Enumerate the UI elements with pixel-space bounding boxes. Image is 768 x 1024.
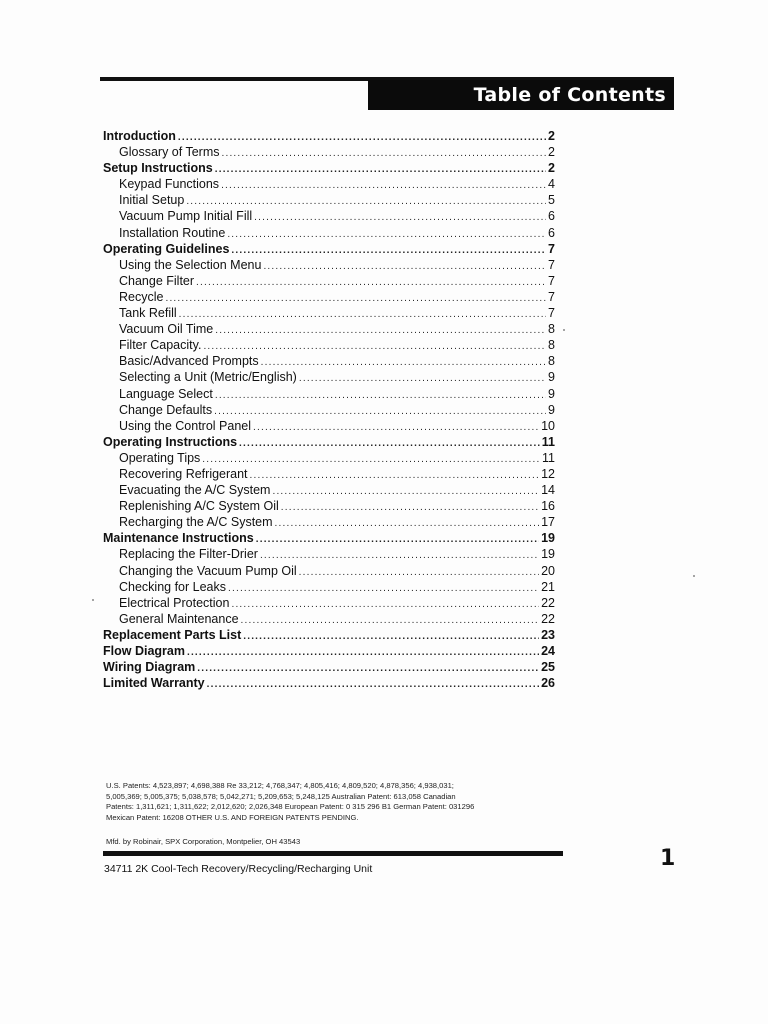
toc-subsection-entry <box>103 337 555 353</box>
toc-entry-label: Replacing the Filter-Drier <box>119 547 258 562</box>
toc-subsection-entry <box>103 369 555 385</box>
toc-leader-dots <box>202 452 540 466</box>
toc-section-entry <box>103 659 555 675</box>
toc-subsection-entry <box>103 176 555 192</box>
toc-subsection-entry <box>103 208 555 224</box>
toc-leader-dots <box>197 661 539 675</box>
toc-entry-page: 7 <box>548 241 555 256</box>
toc-entry-page: 7 <box>548 289 555 304</box>
toc-leader-dots <box>178 130 546 144</box>
toc-entry-label: Operating Instructions <box>103 434 238 449</box>
toc-entry-label: Language Select <box>119 386 213 401</box>
toc-section-entry <box>103 434 555 450</box>
patents-notice <box>106 781 566 823</box>
toc-entry-page: 9 <box>548 402 555 417</box>
toc-entry-page: 24 <box>541 644 555 658</box>
toc-entry-label: Using the Control Panel <box>119 418 252 433</box>
toc-subsection-entry <box>103 402 555 418</box>
scan-speck <box>92 599 94 601</box>
toc-leader-dots <box>187 645 539 659</box>
toc-subsection-entry <box>103 305 555 321</box>
toc-subsection-entry <box>103 579 555 595</box>
toc-subsection-entry <box>103 257 555 273</box>
toc-entry-label: Operating Tips <box>119 450 201 465</box>
toc-subsection-entry <box>103 386 555 402</box>
manufacturer-line: Mfd. by Robinair, SPX Corporation, Montpelier, OH 43543 <box>106 837 301 846</box>
toc-entry-page: 2 <box>548 145 555 160</box>
toc-entry-label: Replenishing A/C System Oil <box>119 499 279 514</box>
toc-subsection-entry <box>103 192 555 208</box>
toc-entry-page: 11 <box>541 434 555 449</box>
toc-subsection-entry <box>103 595 555 611</box>
toc-entry-page: 9 <box>548 370 555 385</box>
toc-entry-page: 12 <box>541 466 555 481</box>
toc-entry-page: 20 <box>541 563 555 578</box>
toc-section-entry <box>103 675 555 691</box>
patents-line: 5,005,369; 5,005,375; 5,038,578; 5,042,271; 5,209,653; 5,248,125 Australian Patent: 613,058 Canadian <box>106 791 456 801</box>
toc-entry-page: 21 <box>541 579 555 594</box>
toc-section-entry <box>103 643 555 659</box>
toc-leader-dots <box>272 484 539 498</box>
toc-subsection-entry <box>103 498 555 514</box>
toc-leader-dots <box>165 291 546 305</box>
toc-subsection-entry <box>103 273 555 289</box>
toc-subsection-entry <box>103 450 555 466</box>
toc-section-entry <box>103 530 555 546</box>
toc-entry-page: 4 <box>548 177 555 192</box>
toc-entry-label: Initial Setup <box>119 193 185 208</box>
toc-entry-page: 19 <box>541 531 555 546</box>
toc-leader-dots <box>222 146 547 160</box>
toc-entry-page: 2 <box>548 161 555 176</box>
toc-leader-dots <box>231 597 539 611</box>
toc-section-entry <box>103 160 555 176</box>
toc-entry-label: Recycle <box>119 289 164 304</box>
toc-entry-label: Using the Selection Menu <box>119 257 262 272</box>
toc-entry-page: 6 <box>548 209 555 224</box>
toc-leader-dots <box>231 243 546 257</box>
toc-entry-label: Change Filter <box>119 273 195 288</box>
page-number: 1 <box>660 846 676 871</box>
toc-subsection-entry <box>103 353 555 369</box>
toc-entry-page: 7 <box>548 273 555 288</box>
toc-entry-page: 25 <box>541 660 555 675</box>
toc-entry-page: 7 <box>548 257 555 272</box>
toc-entry-label: Glossary of Terms <box>119 145 220 160</box>
scan-speck <box>693 575 695 577</box>
toc-subsection-entry <box>103 321 555 337</box>
toc-entry-page: 19 <box>541 547 555 562</box>
toc-leader-dots <box>243 629 539 643</box>
toc-leader-dots <box>241 613 540 627</box>
toc-entry-page: 10 <box>541 418 555 433</box>
toc-leader-dots <box>215 388 546 402</box>
toc-entry-page: 7 <box>548 306 555 321</box>
toc-subsection-entry <box>103 144 555 160</box>
toc-entry-label: Selecting a Unit (Metric/English) <box>119 370 297 385</box>
toc-leader-dots <box>214 404 546 418</box>
toc-leader-dots <box>256 532 539 546</box>
patents-line: U.S. Patents: 4,523,897; 4,698,388 Re 33,212; 4,768,347; 4,805,416; 4,809,520; 4,878,356; 4,938,031; <box>106 781 454 790</box>
toc-leader-dots <box>254 210 546 224</box>
toc-entry-page: 8 <box>548 354 555 369</box>
toc-subsection-entry <box>103 482 555 498</box>
toc-entry-page: 16 <box>541 499 555 514</box>
toc-entry-label: General Maintenance <box>119 611 239 626</box>
toc-leader-dots <box>215 323 546 337</box>
toc-entry-label: Introduction <box>103 129 176 143</box>
toc-leader-dots <box>299 371 546 385</box>
toc-section-entry <box>103 241 555 257</box>
toc-entry-label: Checking for Leaks <box>119 579 227 594</box>
toc-leader-dots <box>260 548 539 562</box>
patents-line: Mexican Patent: 16208 OTHER U.S. AND FOREIGN PATENTS PENDING. <box>106 812 359 822</box>
toc-subsection-entry <box>103 563 555 579</box>
toc-entry-label: Installation Routine <box>119 225 226 240</box>
toc-entry-page: 2 <box>548 129 555 143</box>
toc-entry-label: Change Defaults <box>119 402 213 417</box>
toc-subsection-entry <box>103 289 555 305</box>
toc-entry-label: Recovering Refrigerant <box>119 466 248 481</box>
toc-entry-label: Electrical Protection <box>119 595 230 610</box>
toc-subsection-entry <box>103 225 555 241</box>
toc-entry-label: Setup Instructions <box>103 161 213 176</box>
toc-entry-page: 14 <box>541 483 555 498</box>
toc-entry-label: Wiring Diagram <box>103 660 196 675</box>
toc-subsection-entry <box>103 611 555 627</box>
product-title: 34711 2K Cool-Tech Recovery/Recycling/Recharging Unit <box>104 863 373 875</box>
toc-entry-page: 9 <box>548 386 555 401</box>
toc-entry-label: Tank Refill <box>119 306 177 321</box>
toc-entry-label: Vacuum Pump Initial Fill <box>119 209 253 224</box>
toc-entry-label: Recharging the A/C System <box>119 515 273 530</box>
header-rule <box>100 77 368 81</box>
toc-section-entry <box>103 627 555 643</box>
toc-subsection-entry <box>103 546 555 562</box>
toc-entry-page: 8 <box>548 338 555 353</box>
toc-entry-label: Limited Warranty <box>103 676 205 691</box>
toc-entry-label: Operating Guidelines <box>103 241 230 256</box>
toc-entry-page: 23 <box>541 627 555 642</box>
toc-leader-dots <box>203 339 546 353</box>
toc-entry-page: 8 <box>548 322 555 337</box>
toc-leader-dots <box>179 307 546 321</box>
toc-entry-label: Changing the Vacuum Pump Oil <box>119 563 297 578</box>
toc-entry-page: 17 <box>541 515 555 530</box>
toc-leader-dots <box>261 355 546 369</box>
toc-leader-dots <box>253 420 539 434</box>
toc-subsection-entry <box>103 418 555 434</box>
toc-leader-dots <box>207 677 539 691</box>
toc-leader-dots <box>186 194 546 208</box>
toc-entry-label: Vacuum Oil Time <box>119 322 214 337</box>
patents-line: Patents: 1,311,621; 1,311,622; 2,012,620; 2,026,348 European Patent: 0 315 296 B1 German Patent: 031296 <box>106 802 475 812</box>
toc-leader-dots <box>281 500 539 514</box>
toc-entry-page: 6 <box>548 225 555 240</box>
toc-leader-dots <box>227 227 546 241</box>
scan-speck <box>563 329 565 331</box>
toc-subsection-entry <box>103 514 555 530</box>
toc-subsection-entry <box>103 466 555 482</box>
toc-section-entry <box>103 128 555 144</box>
toc-entry-label: Flow Diagram <box>103 644 185 658</box>
toc-leader-dots <box>221 178 546 192</box>
footer-rule <box>103 851 563 856</box>
toc-leader-dots <box>196 275 546 289</box>
toc-entry-page: 11 <box>542 450 555 465</box>
toc-entry-page: 22 <box>541 595 555 610</box>
toc-leader-dots <box>239 436 540 450</box>
toc-leader-dots <box>263 259 546 273</box>
toc-entry-label: Filter Capacity. <box>119 338 202 353</box>
toc-entry-page: 5 <box>548 193 555 208</box>
toc-leader-dots <box>215 162 546 176</box>
toc-leader-dots <box>275 516 540 530</box>
toc-entry-label: Basic/Advanced Prompts <box>119 354 259 369</box>
toc-entry-label: Keypad Functions <box>119 177 220 192</box>
toc-leader-dots <box>228 581 539 595</box>
toc-leader-dots <box>250 468 540 482</box>
toc-entry-page: 26 <box>541 676 555 691</box>
toc-leader-dots <box>299 565 539 579</box>
toc-entry-label: Maintenance Instructions <box>103 531 254 546</box>
page-title: Table of Contents <box>368 80 674 110</box>
toc-entry-label: Replacement Parts List <box>103 627 242 642</box>
toc-entry-page: 22 <box>541 611 555 626</box>
toc-entry-label: Evacuating the A/C System <box>119 483 271 498</box>
table-of-contents <box>103 128 555 691</box>
